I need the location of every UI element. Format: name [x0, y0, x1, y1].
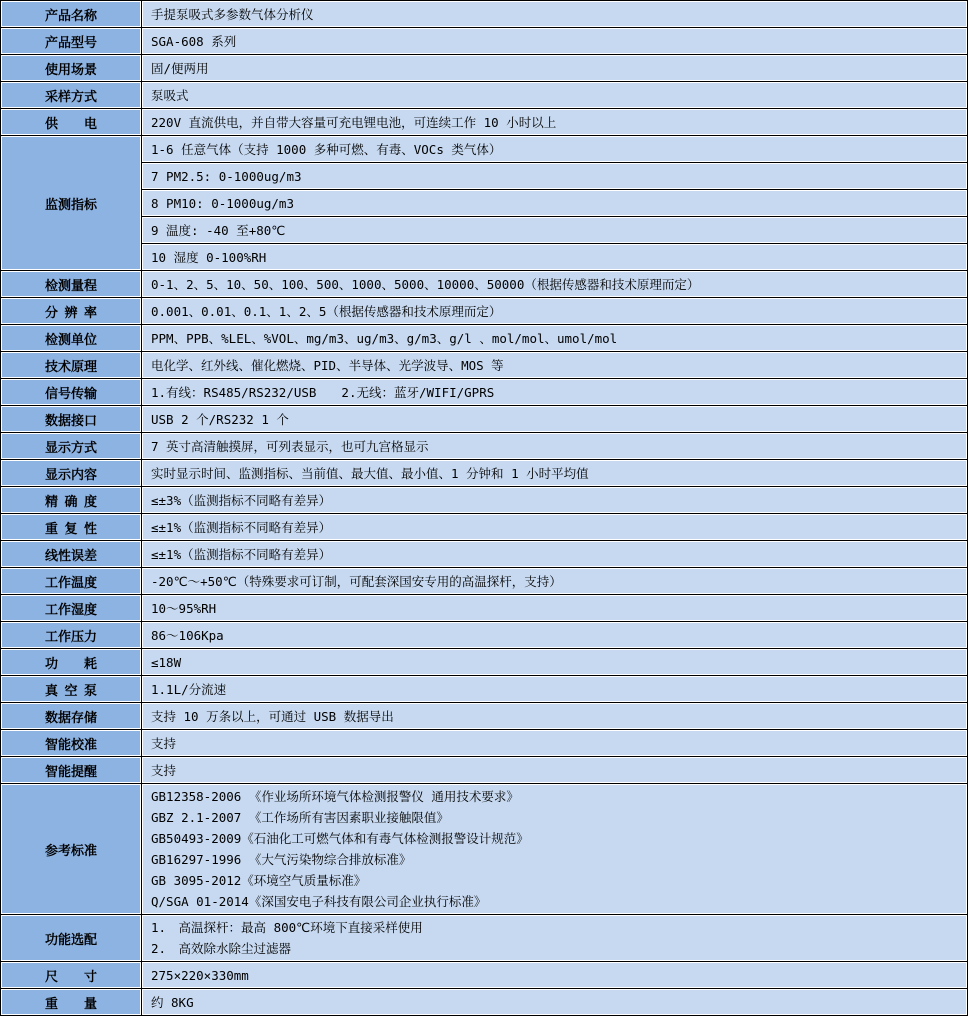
row-label-cell	[1, 622, 142, 649]
row-label-cell	[1, 595, 142, 622]
row-value: 支持	[142, 730, 968, 757]
row-value: 8 PM10: 0-1000ug/m3	[142, 190, 968, 217]
table-row	[1, 568, 968, 595]
row-value: 电化学、红外线、催化燃烧、PID、半导体、光学波导、MOS 等	[142, 352, 968, 379]
value-line: GB 3095-2012《环境空气质量标准》	[151, 873, 367, 888]
row-value: 约 8KG	[142, 989, 968, 1016]
table-row	[1, 190, 968, 217]
row-value: 0.001、0.01、0.1、1、2、5（根据传感器和技术原理而定）	[142, 298, 968, 325]
value-line: GB50493-2009《石油化工可燃气体和有毒气体检测报警设计规范》	[151, 831, 529, 846]
table-row	[1, 915, 968, 962]
row-label: 工作湿度	[45, 602, 98, 618]
row-label-cell	[1, 352, 142, 379]
row-label-cell	[1, 28, 142, 55]
row-value: SGA-608 系列	[142, 28, 968, 55]
row-label: 尺寸	[45, 969, 97, 985]
table-row	[1, 460, 968, 487]
row-label-cell	[1, 136, 142, 271]
row-label: 参考标准	[45, 843, 98, 859]
row-label-cell	[1, 82, 142, 109]
row-value: 1.1L/分流速	[142, 676, 968, 703]
row-label-cell	[1, 757, 142, 784]
row-value: 0-1、2、5、10、50、100、500、1000、5000、10000、50000（根据传感器和技术原理而定）	[142, 271, 968, 298]
row-label-cell	[1, 649, 142, 676]
table-row	[1, 514, 968, 541]
row-value: 支持 10 万条以上，可通过 USB 数据导出	[142, 703, 968, 730]
value-line: 2. 高效除水除尘过滤器	[151, 941, 292, 956]
table-row	[1, 1, 968, 28]
row-label: 智能提醒	[45, 764, 98, 780]
row-label-cell	[1, 487, 142, 514]
row-label: 技术原理	[45, 359, 98, 375]
row-value	[142, 915, 968, 962]
row-label-cell	[1, 676, 142, 703]
row-label-cell	[1, 433, 142, 460]
table-row	[1, 136, 968, 163]
table-row	[1, 298, 968, 325]
row-value: ≤±1%（监测指标不同略有差异）	[142, 514, 968, 541]
row-value: 10～95%RH	[142, 595, 968, 622]
row-value	[142, 784, 968, 915]
row-value: 泵吸式	[142, 82, 968, 109]
row-label-cell	[1, 989, 142, 1016]
row-label: 重量	[45, 996, 97, 1012]
row-label: 真空泵	[45, 683, 97, 699]
row-label: 信号传输	[45, 386, 98, 402]
table-row	[1, 244, 968, 271]
row-label: 产品名称	[45, 8, 98, 24]
table-row	[1, 757, 968, 784]
row-value: 275×220×330mm	[142, 962, 968, 989]
row-label-cell	[1, 915, 142, 962]
row-label: 数据接口	[45, 413, 98, 429]
row-label: 精确度	[45, 494, 97, 510]
row-value: 220V 直流供电，并自带大容量可充电锂电池，可连续工作 10 小时以上	[142, 109, 968, 136]
table-row	[1, 325, 968, 352]
row-label: 显示方式	[45, 440, 98, 456]
table-row	[1, 217, 968, 244]
table-row	[1, 989, 968, 1016]
table-row	[1, 487, 968, 514]
row-value: 86～106Kpa	[142, 622, 968, 649]
row-value: 7 英寸高清触摸屏，可列表显示，也可九宫格显示	[142, 433, 968, 460]
row-label: 采样方式	[45, 89, 98, 105]
row-value: 1-6 任意气体（支持 1000 多种可燃、有毒、VOCs 类气体）	[142, 136, 968, 163]
value-line: GB16297-1996 《大气污染物综合排放标准》	[151, 852, 412, 867]
row-label: 产品型号	[45, 35, 98, 51]
row-label: 工作压力	[45, 629, 98, 645]
row-label-cell	[1, 568, 142, 595]
row-label: 线性误差	[45, 548, 98, 564]
table-row	[1, 379, 968, 406]
row-value: 10 湿度 0-100%RH	[142, 244, 968, 271]
row-label: 使用场景	[45, 62, 98, 78]
value-line: Q/SGA 01-2014《深国安电子科技有限公司企业执行标准》	[151, 894, 487, 909]
row-label: 检测量程	[45, 278, 98, 294]
table-row	[1, 28, 968, 55]
table-row	[1, 433, 968, 460]
row-value: 固/便两用	[142, 55, 968, 82]
table-row	[1, 595, 968, 622]
row-label: 监测指标	[45, 197, 98, 213]
table-row	[1, 163, 968, 190]
row-label-cell	[1, 541, 142, 568]
row-value: -20℃～+50℃（特殊要求可订制，可配套深国安专用的高温探杆，支持）	[142, 568, 968, 595]
value-line: GB12358-2006 《作业场所环境气体检测报警仪 通用技术要求》	[151, 789, 519, 804]
row-label: 显示内容	[45, 467, 98, 483]
table-row	[1, 82, 968, 109]
row-value: 9 温度: -40 至+80℃	[142, 217, 968, 244]
value-line: 1. 高温探杆：最高 800℃环境下直接采样使用	[151, 920, 423, 935]
row-value: 手提泵吸式多参数气体分析仪	[142, 1, 968, 28]
table-row	[1, 784, 968, 915]
row-value: 7 PM2.5: 0-1000ug/m3	[142, 163, 968, 190]
row-label-cell	[1, 271, 142, 298]
table-row	[1, 109, 968, 136]
row-value: ≤±3%（监测指标不同略有差异）	[142, 487, 968, 514]
row-label-cell	[1, 784, 142, 915]
row-label-cell	[1, 109, 142, 136]
row-label-cell	[1, 1, 142, 28]
row-label: 数据存储	[45, 710, 98, 726]
row-label: 检测单位	[45, 332, 98, 348]
row-label-cell	[1, 406, 142, 433]
row-label-cell	[1, 298, 142, 325]
row-label-cell	[1, 325, 142, 352]
table-row	[1, 406, 968, 433]
table-row	[1, 703, 968, 730]
row-value: ≤±1%（监测指标不同略有差异）	[142, 541, 968, 568]
row-label-cell	[1, 514, 142, 541]
row-value: ≤18W	[142, 649, 968, 676]
row-label: 功耗	[45, 656, 97, 672]
row-label-cell	[1, 55, 142, 82]
row-label-cell	[1, 703, 142, 730]
row-label-cell	[1, 379, 142, 406]
row-value: USB 2 个/RS232 1 个	[142, 406, 968, 433]
table-row	[1, 541, 968, 568]
table-row	[1, 55, 968, 82]
row-label: 分辨率	[45, 305, 97, 321]
row-value: 支持	[142, 757, 968, 784]
row-label: 供电	[45, 116, 97, 132]
row-label: 重复性	[45, 521, 97, 537]
row-value: PPM、PPB、%LEL、%VOL、mg/m3、ug/m3、g/m3、g/l 、mol/mol、umol/mol	[142, 325, 968, 352]
table-row	[1, 962, 968, 989]
table-row	[1, 649, 968, 676]
row-label-cell	[1, 962, 142, 989]
row-label: 工作温度	[45, 575, 98, 591]
table-row	[1, 352, 968, 379]
value-line: GBZ 2.1-2007 《工作场所有害因素职业接触限值》	[151, 810, 449, 825]
row-label: 智能校准	[45, 737, 98, 753]
table-row	[1, 622, 968, 649]
table-row	[1, 271, 968, 298]
row-value: 实时显示时间、监测指标、当前值、最大值、最小值、1 分钟和 1 小时平均值	[142, 460, 968, 487]
row-label-cell	[1, 460, 142, 487]
row-label-cell	[1, 730, 142, 757]
row-label: 功能选配	[45, 932, 98, 948]
table-row	[1, 676, 968, 703]
row-value: 1.有线：RS485/RS232/USB 2.无线：蓝牙/WIFI/GPRS	[142, 379, 968, 406]
table-row	[1, 730, 968, 757]
